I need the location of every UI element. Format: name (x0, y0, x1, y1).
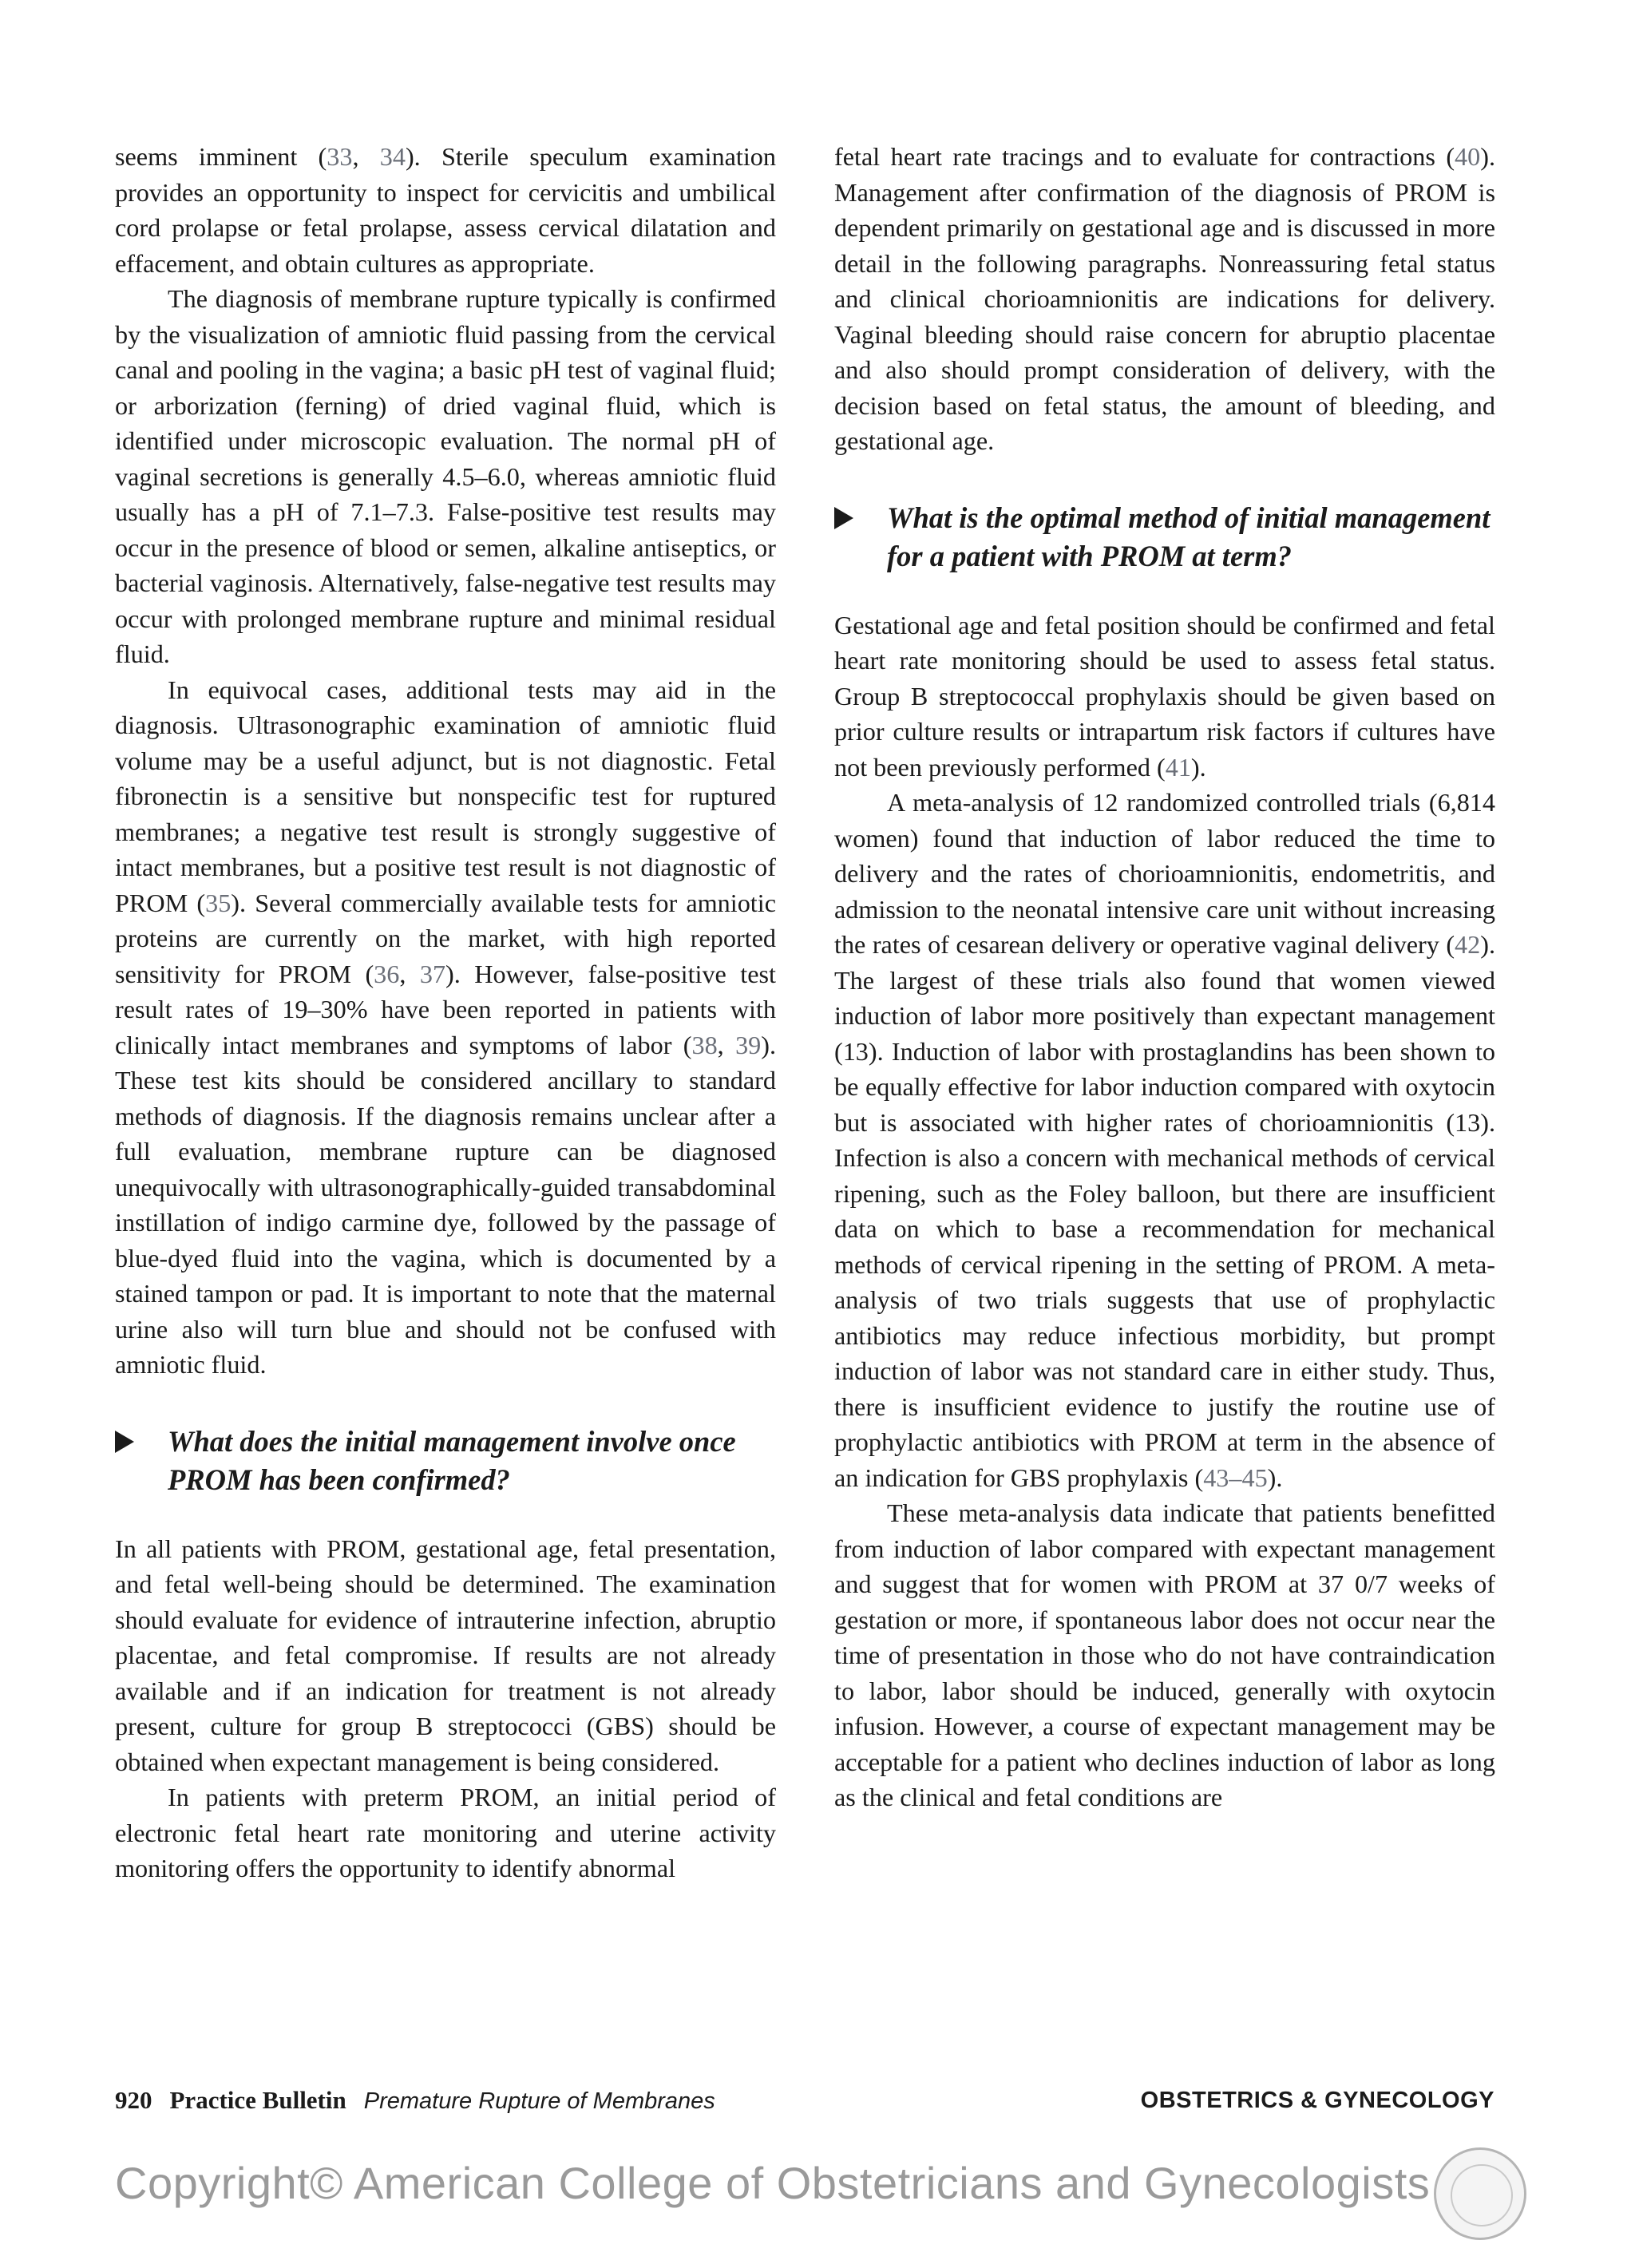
reference-link[interactable]: 34 (379, 142, 406, 171)
reference-link[interactable]: 35 (205, 888, 232, 917)
reference-link[interactable]: 42 (1455, 930, 1481, 959)
reference-link[interactable]: 40 (1455, 142, 1481, 171)
page-footer (115, 2083, 1494, 2118)
paragraph: In equivocal cases, additional tests may aid in the diagnosis. Ultrasonographic examination of amniotic fluid volume may be a useful adjunct, but is not diagnostic. Fetal fibronectin is a sensitive but nonspecific test for ruptured membranes; a negative test result is strongly suggestive of intact membranes, but a positive test result is not diagnostic of PROM (35). Several commercially available tests for amniotic proteins are currently on the market, with high reported sensitivity for PROM (36, 37). However, false-positive test result rates of 19–30% have been reported in patients with clinically intact membranes and symptoms of labor (38, 39). These test kits should be considered ancillary to standard methods of diagnosis. If the diagnosis remains unclear after a full evaluation, membrane rupture can be diagnosed unequivocally with ultrasonographically-guided transabdominal instillation of indigo carmine dye, followed by the passage of blue-dyed fluid into the vagina, which is documented by a stained tampon or pad. It is important to note that the maternal urine also will turn blue and should not be confused with amniotic fluid. (115, 675, 777, 1379)
reference-link[interactable]: 37 (419, 959, 446, 988)
reference-link[interactable]: 38 (691, 1030, 718, 1059)
right-column (834, 139, 1495, 1815)
paragraph: In patients with preterm PROM, an initial period of electronic fetal heart rate monitoring and uterine activity monitoring offers the opportunity to identify abnormal (115, 1783, 776, 1882)
left-column (115, 139, 776, 1886)
reference-link[interactable]: 33 (327, 142, 353, 171)
reference-link[interactable]: 36 (374, 959, 400, 988)
paragraph: The diagnosis of membrane rupture typically is confirmed by the visualization of amniotic fluid passing from the cervical canal and pooling in the vagina; a basic pH test of vaginal fluid; or arborization (ferning) of dried vaginal fluid, which is identified under microscopic evaluation. The normal pH of vaginal secretions is generally 4.5–6.0, whereas amniotic fluid usually has a pH of 7.1–7.3. False-positive test results may occur in the presence of blood or semen, alkaline antiseptics, or bacterial vaginosis. Alternatively, false-negative test results may occur with prolonged membrane rupture and minimal residual fluid. (115, 284, 776, 668)
paragraph: These meta-analysis data indicate that patients benefitted from induction of labor compared with expectant management and suggest that for women with PROM at 37 0/7 weeks of gestation or more, if spontaneous labor does not occur near the time of presentation in those who do not have contraindication to labor, labor should be induced, generally with oxytocin infusion. However, a course of expectant management may be acceptable for a patient who declines induction of labor as long as the clinical and fetal conditions are (834, 1498, 1495, 1811)
paragraph: In all patients with PROM, gestational age, fetal presentation, and fetal well-being should be determined. The examination should evaluate for evidence of intrauterine infection, abruptio placentae, and fetal compromise. If results are not already available and if an indication for treatment is not already present, culture for group B streptococci (GBS) should be obtained when expectant management is being considered. (115, 1534, 776, 1776)
footer-journal: OBSTETRICS & GYNECOLOGY (1140, 2088, 1494, 2113)
triangle-right-icon (834, 507, 853, 529)
triangle-right-icon (115, 1431, 134, 1453)
question-heading: What does the initial management involve once PROM has been confirmed? (115, 1423, 776, 1499)
reference-link[interactable]: 41 (1165, 752, 1191, 782)
seal-ring (1451, 2164, 1513, 2226)
reference-link[interactable]: 39 (735, 1030, 762, 1059)
reference-link[interactable]: 43–45 (1203, 1463, 1268, 1492)
paragraph: A meta-analysis of 12 randomized controlled trials (6,814 women) found that induction of labor reduced the time to delivery and the rates of chorioamnionitis, endometritis, and admission to the neonatal intensive care unit without increasing the rates of cesarean delivery or operative vaginal delivery (42). The largest of these trials also found that women viewed induction of labor more positively than expectant management (13). Induction of labor with prostaglandins has been shown to be equally effective for labor induction compared with oxytocin but is associated with higher rates of chorioamnionitis (13). Infection is also a concern with mechanical methods of cervical ripening, such as the Foley balloon, but there are insufficient data on which to base a recommendation for mechanical methods of cervical ripening in the setting of PROM. A meta-analysis of two trials suggests that use of prophylactic antibiotics may reduce infectious morbidity, but prompt induction of labor was not standard care in either study. Thus, there is insufficient evidence to justify the routine use of prophylactic antibiotics with PROM at term in the absence of an indication for GBS prophylaxis (43–45). (834, 788, 1495, 1492)
footer-series: Practice Bulletin (169, 2086, 346, 2114)
question-heading: What is the optimal method of initial management for a patient with PROM at term? (834, 499, 1495, 576)
acog-seal-icon (1434, 2147, 1526, 2240)
paragraph: seems imminent (33, 34). Sterile speculum examination provides an opportunity to inspect for cervicitis and umbilical cord prolapse or fetal prolapse, assess cervical dilatation and effacement, and obtain cultures as appropriate. (115, 142, 776, 278)
copyright-watermark: Copyright© American College of Obstetricians and Gynecologists (115, 2158, 1431, 2208)
footer-topic: Premature Rupture of Membranes (363, 2088, 715, 2114)
page-number: 920 (115, 2086, 152, 2114)
paragraph: fetal heart rate tracings and to evaluate for contractions (40). Management after confirmation of the diagnosis of PROM is dependent primarily on gestational age and is discussed in more detail in the following paragraphs. Nonreassuring fetal status and clinical chorioamnionitis are indications for delivery. Vaginal bleeding should raise concern for abruptio placentae and also should prompt consideration of delivery, with the decision based on fetal status, the amount of bleeding, and gestational age. (834, 142, 1495, 455)
paragraph: Gestational age and fetal position should be confirmed and fetal heart rate monitoring should be used to assess fetal status. Group B streptococcal prophylaxis should be given based on prior culture results or intrapartum risk factors if cultures have not been previously performed (41). (834, 610, 1495, 782)
